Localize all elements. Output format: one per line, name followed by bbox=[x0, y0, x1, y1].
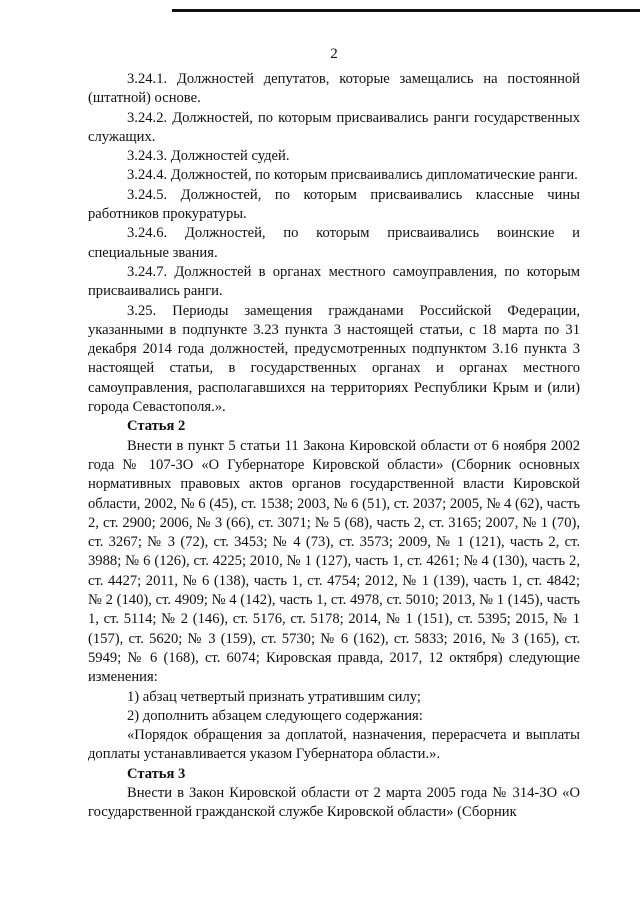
paragraph-3-24-5: 3.24.5. Должностей, по которым присваивались классные чины работников прокуратуры. bbox=[88, 186, 580, 223]
document-body bbox=[88, 70, 580, 823]
article-2-heading: Статья 2 bbox=[127, 418, 186, 435]
paragraph-3-24-4: 3.24.4. Должностей, по которым присваивались дипломатические ранги. bbox=[127, 167, 578, 184]
top-border-line bbox=[172, 9, 640, 12]
paragraph-3-24-7: 3.24.7. Должностей в органах местного самоуправления, по которым присваивались ранги. bbox=[88, 263, 580, 300]
article-3-paragraph: Внести в Закон Кировской области от 2 марта 2005 года № 314-ЗО «О государственной гражданской службе Кировской области» (Сборник bbox=[88, 784, 580, 821]
paragraph-3-24-1: 3.24.1. Должностей депутатов, которые замещались на постоянной (штатной) основе. bbox=[88, 71, 580, 107]
article-2-item-2: 2) дополнить абзацем следующего содержания: bbox=[127, 707, 423, 724]
paragraph-3-24-2: 3.24.2. Должностей, по которым присваивались ранги государственных служащих. bbox=[88, 109, 580, 145]
paragraph-3-25: 3.25. Периоды замещения гражданами Российской Федерации, указанными в подпункте 3.23 пункта 3 настоящей статьи, с 18 марта по 31 декабря 2014 года должностей, предусмотренных подпунктом 3.16 пункта 3 настоящей статьи, в государственных органах и органах местного самоуправления, располагавшихся на территориях Республики Крым и (или) города Севастополя.». bbox=[88, 302, 580, 416]
article-2-paragraph: Внести в пункт 5 статьи 11 Закона Кировской области от 6 ноября 2002 года № 107-ЗО «О Губернаторе Кировской области» (Сборник основных нормативных правовых актов органов государственной власти Кировской области, 2002, № 6 (45), ст. 1538; 2003, № 6 (51), ст. 2037; 2005, № 4 (62), часть 2, ст. 2900; 2006, № 3 (66), ст. 3071; № 5 (68), часть 2, ст. 3165; 2007, № 1 (70), ст. 3267; № 3 (72), ст. 3453; № 4 (73), ст. 3573; 2009, № 1 (121), часть 2, ст. 3988; № 6 (126), ст. 4225; 2010, № 1 (127), часть 1, ст. 4261; № 4 (130), часть 2, ст. 4427; 2011, № 6 (138), часть 1, ст. 4754; 2012, № 1 (139), часть 1, ст. 4842; № 2 (140), ст. 4909; № 4 (142), часть 1, ст. 4978, ст. 5010; 2013, № 1 (145), часть 1, ст. 5114; № 2 (146), ст. 5176, ст. 5178; 2014, № 1 (151), ст. 5395; 2015, № 1 (157), ст. 5620; № 3 (159), ст. 5730; № 6 (162), ст. 5833; 2016, № 3 (165), ст. 5949; № 6 (168), ст. 6074; Кировская правда, 2017, 12 октября) следующие изменения: bbox=[88, 437, 580, 686]
page-number: 2 bbox=[330, 46, 338, 62]
article-3-heading: Статья 3 bbox=[127, 765, 186, 782]
article-2-quote: «Порядок обращения за доплатой, назначения, перерасчета и выплаты доплаты устанавливается указом Губернатора области.». bbox=[88, 727, 580, 763]
paragraph-3-24-6: 3.24.6. Должностей, по которым присваивались воинские и специальные звания. bbox=[88, 225, 580, 261]
paragraph-3-24-3: 3.24.3. Должностей судей. bbox=[127, 148, 290, 165]
article-2-item-1: 1) абзац четвертый признать утратившим силу; bbox=[127, 688, 421, 705]
